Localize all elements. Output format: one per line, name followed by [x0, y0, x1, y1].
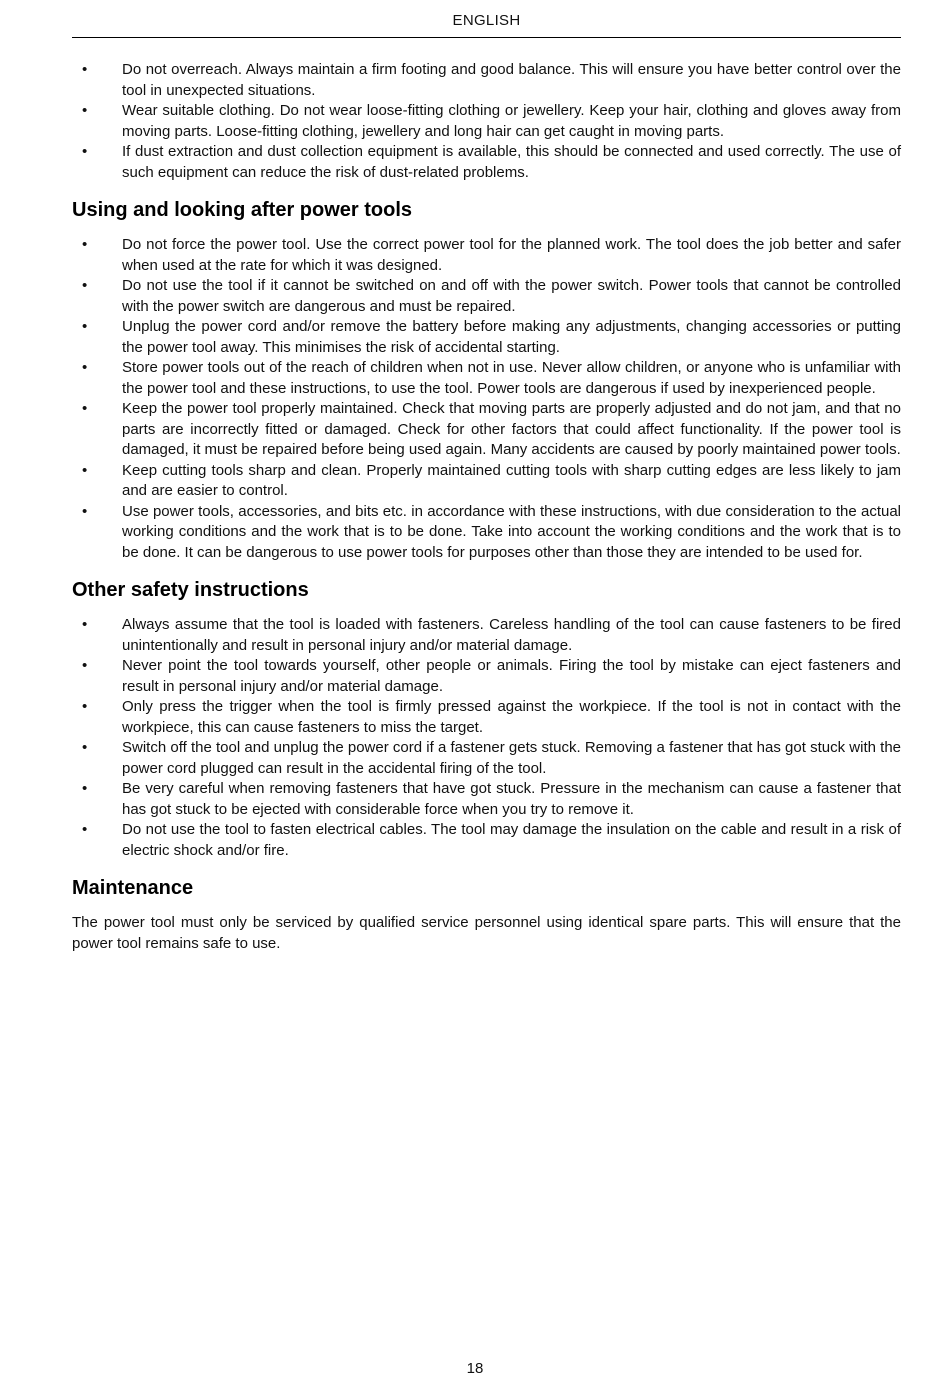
section-heading: Using and looking after power tools — [72, 199, 413, 221]
bullet-item — [72, 101, 901, 142]
bullet-text: Wear suitable clothing. Do not wear loose-fitting clothing or jewellery. Keep your hair, clothing and gloves away from moving parts. Loose-fitting clothing, jewellery and long hair can get caught in moving parts. — [122, 102, 901, 140]
page-number: 18 — [466, 1360, 484, 1377]
section-heading: Maintenance — [72, 877, 194, 899]
bullet-icon: • — [82, 739, 88, 756]
bullet-text: Do not force the power tool. Use the correct power tool for the planned work. The tool does the job better and safer when used at the rate for which it was designed. — [122, 236, 901, 274]
bullet-text: Never point the tool towards yourself, other people or animals. Firing the tool by mistake can eject fasteners and result in personal injury and/or material damage. — [122, 657, 901, 695]
bullet-item — [72, 656, 901, 697]
bullet-icon: • — [82, 821, 88, 838]
bullet-item — [72, 60, 901, 101]
bullet-text: Do not use the tool if it cannot be switched on and off with the power switch. Power tools that cannot be controlled with the power switch are dangerous and must be repaired. — [122, 277, 901, 315]
bullet-icon: • — [82, 616, 88, 633]
bullet-item — [72, 142, 901, 183]
bullet-icon: • — [82, 61, 88, 78]
bullet-item — [72, 615, 901, 656]
bullet-text: If dust extraction and dust collection equipment is available, this should be connected and used correctly. The use of such equipment can reduce the risk of dust-related problems. — [122, 143, 901, 181]
bullet-text: Switch off the tool and unplug the power cord if a fastener gets stuck. Removing a fastener that has got stuck with the power cord plugged can result in the accidental firing of the tool. — [122, 739, 901, 777]
document-footer — [0, 1360, 950, 1377]
bullet-text: Do not overreach. Always maintain a firm footing and good balance. This will ensure you have better control over the tool in unexpected situations. — [122, 61, 901, 99]
bullet-icon: • — [82, 502, 88, 520]
paragraph: The power tool must only be serviced by qualified service personnel using identical spare parts. This will ensure that the power tool remains safe to use. — [72, 914, 901, 952]
bullet-item — [72, 461, 901, 502]
document-header — [72, 12, 901, 38]
bullet-icon: • — [82, 102, 88, 119]
bullet-icon: • — [82, 143, 88, 160]
document-content — [72, 60, 901, 954]
bullet-item — [72, 820, 901, 861]
bullet-text: Only press the trigger when the tool is firmly pressed against the workpiece. If the tool is not in contact with the workpiece, this can cause fasteners to miss the target. — [122, 698, 901, 736]
bullet-item — [72, 779, 901, 820]
bullet-text: Keep the power tool properly maintained. Check that moving parts are properly adjusted and do not jam, and that no parts are incorrectly fitted or damaged. Check for other factors that could affect functionality. If the power tool is damaged, it must be repaired before being used again. Many accidents are caused by poorly maintained power tools. — [122, 400, 901, 458]
bullet-item — [72, 399, 901, 461]
bullet-icon: • — [82, 277, 88, 294]
bullet-item — [72, 235, 901, 276]
section-heading: Other safety instructions — [72, 579, 309, 601]
bullet-icon: • — [82, 657, 88, 674]
bullet-text: Be very careful when removing fasteners that have got stuck. Pressure in the mechanism can cause a fastener that has got stuck to be ejected with considerable force when you try to remove it. — [122, 780, 901, 818]
bullet-text: Do not use the tool to fasten electrical cables. The tool may damage the insulation on the cable and result in a risk of electric shock and/or fire. — [122, 821, 901, 859]
bullet-item — [72, 738, 901, 779]
bullet-item — [72, 276, 901, 317]
bullet-icon: • — [82, 359, 88, 376]
bullet-text: Unplug the power cord and/or remove the battery before making any adjustments, changing accessories or putting the power tool away. This minimises the risk of accidental starting. — [122, 318, 901, 356]
bullet-text: Use power tools, accessories, and bits etc. in accordance with these instructions, with due consideration to the actual working conditions and the work that is to be done. Take into account the working conditions and the work that is to be done. It can be dangerous to use power tools for purposes other than those they are intended to be used for. — [122, 502, 901, 561]
bullet-text: Keep cutting tools sharp and clean. Properly maintained cutting tools with sharp cutting edges are less likely to jam and are easier to control. — [122, 461, 901, 499]
bullet-item — [72, 697, 901, 738]
bullet-icon: • — [82, 236, 88, 253]
bullet-icon: • — [82, 400, 88, 417]
bullet-text: Store power tools out of the reach of children when not in use. Never allow children, or anyone who is unfamiliar with the power tool and these instructions, to use the tool. Power tools are dangerous if used by inexperienced people. — [122, 359, 901, 397]
bullet-icon: • — [82, 318, 88, 335]
bullet-icon: • — [82, 698, 88, 715]
bullet-icon: • — [82, 780, 88, 797]
bullet-item — [72, 502, 901, 564]
language-title: ENGLISH — [452, 12, 521, 29]
bullet-item — [72, 317, 901, 358]
bullet-item — [72, 358, 901, 399]
bullet-icon: • — [82, 461, 88, 479]
bullet-text: Always assume that the tool is loaded with fasteners. Careless handling of the tool can cause fasteners to be fired unintentionally and result in personal injury and/or material damage. — [122, 616, 901, 654]
